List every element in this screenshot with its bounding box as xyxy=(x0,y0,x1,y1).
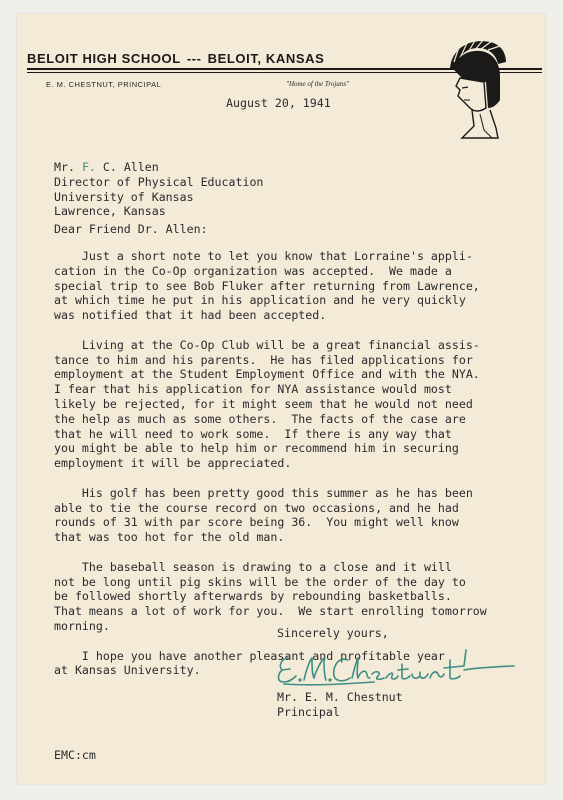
body-line: tance to him and his parents. He has filed applications for xyxy=(54,352,473,367)
body-line: rounds of 31 with par score being 36. You might well know xyxy=(54,515,459,530)
body-line: not be long until pig skins will be the order of the day to xyxy=(54,574,466,589)
body-line: I hope you have another pleasant and profitable year xyxy=(54,648,445,663)
body-line: was notified that it had been accepted. xyxy=(54,308,327,323)
body-line: at which time he put in his application and he very quickly xyxy=(54,293,466,308)
reference-initials: EMC:cm xyxy=(54,748,96,762)
letterhead-title xyxy=(27,51,324,66)
signer-name: Mr. E. M. Chestnut xyxy=(277,690,403,704)
letterhead-separator: --- xyxy=(186,51,202,66)
letter-date: August 20, 1941 xyxy=(226,96,331,110)
recipient-line4: Lawrence, Kansas xyxy=(54,204,166,219)
body-line: Living at the Co-Op Club will be a great financial assis- xyxy=(54,337,480,352)
letterhead-principal: E. M. CHESTNUT, PRINCIPAL xyxy=(46,80,162,89)
recipient-line2: Director of Physical Education xyxy=(54,174,264,189)
body-line: Just a short note to let you know that Lorraine's appli- xyxy=(54,249,473,263)
body-line: that was too hot for the old man. xyxy=(54,530,285,545)
body-line: cation in the Co-Op organization was accepted. We made a xyxy=(54,263,452,278)
complimentary-close: Sincerely yours, xyxy=(277,626,389,640)
recipient-address xyxy=(54,160,263,219)
body-line: at Kansas University. xyxy=(54,663,201,678)
body-line: that he will need to work some. If there is any way that xyxy=(54,426,452,441)
signer-block xyxy=(277,690,403,720)
body-line: able to tie the course record on two occasions, and he had xyxy=(54,500,459,515)
salutation: Dear Friend Dr. Allen: xyxy=(54,222,208,236)
recipient-name: C. Allen xyxy=(102,160,159,174)
letter-body xyxy=(54,249,487,678)
body-line: I fear that his application for NYA assistance would most xyxy=(54,382,452,397)
letterhead-motto: "Home of the Trojans" xyxy=(286,80,349,88)
body-line: employment it will be appreciated. xyxy=(54,456,292,471)
body-line: be followed shortly afterwards by rebounding basketballs. xyxy=(54,589,452,604)
school-name: BELOIT HIGH SCHOOL xyxy=(27,51,181,66)
trojan-head-logo-icon xyxy=(440,34,508,140)
body-line: the help as much as some others. The facts of the case are xyxy=(54,411,466,426)
body-line: The baseball season is drawing to a close and it will xyxy=(54,559,452,574)
body-line: you might be able to help him or recommend him in securing xyxy=(54,441,459,456)
body-line: morning. xyxy=(54,618,110,633)
body-line: His golf has been pretty good this summer as he has been xyxy=(54,485,473,500)
recipient-prefix: Mr. xyxy=(54,160,75,174)
body-line: employment at the Student Employment Office and with the NYA. xyxy=(54,367,480,382)
body-line: That means a lot of work for you. We start enrolling tomorrow xyxy=(54,604,487,619)
recipient-initial: F. xyxy=(81,160,96,174)
recipient-line3: University of Kansas xyxy=(54,189,194,204)
signer-title: Principal xyxy=(277,704,340,719)
handwritten-signature-icon xyxy=(274,648,518,690)
school-city: BELOIT, KANSAS xyxy=(207,51,325,66)
body-line: likely be rejected, for it might seem that he would not need xyxy=(54,396,473,411)
body-line: special trip to see Bob Fluker after returning from Lawrence, xyxy=(54,278,480,293)
